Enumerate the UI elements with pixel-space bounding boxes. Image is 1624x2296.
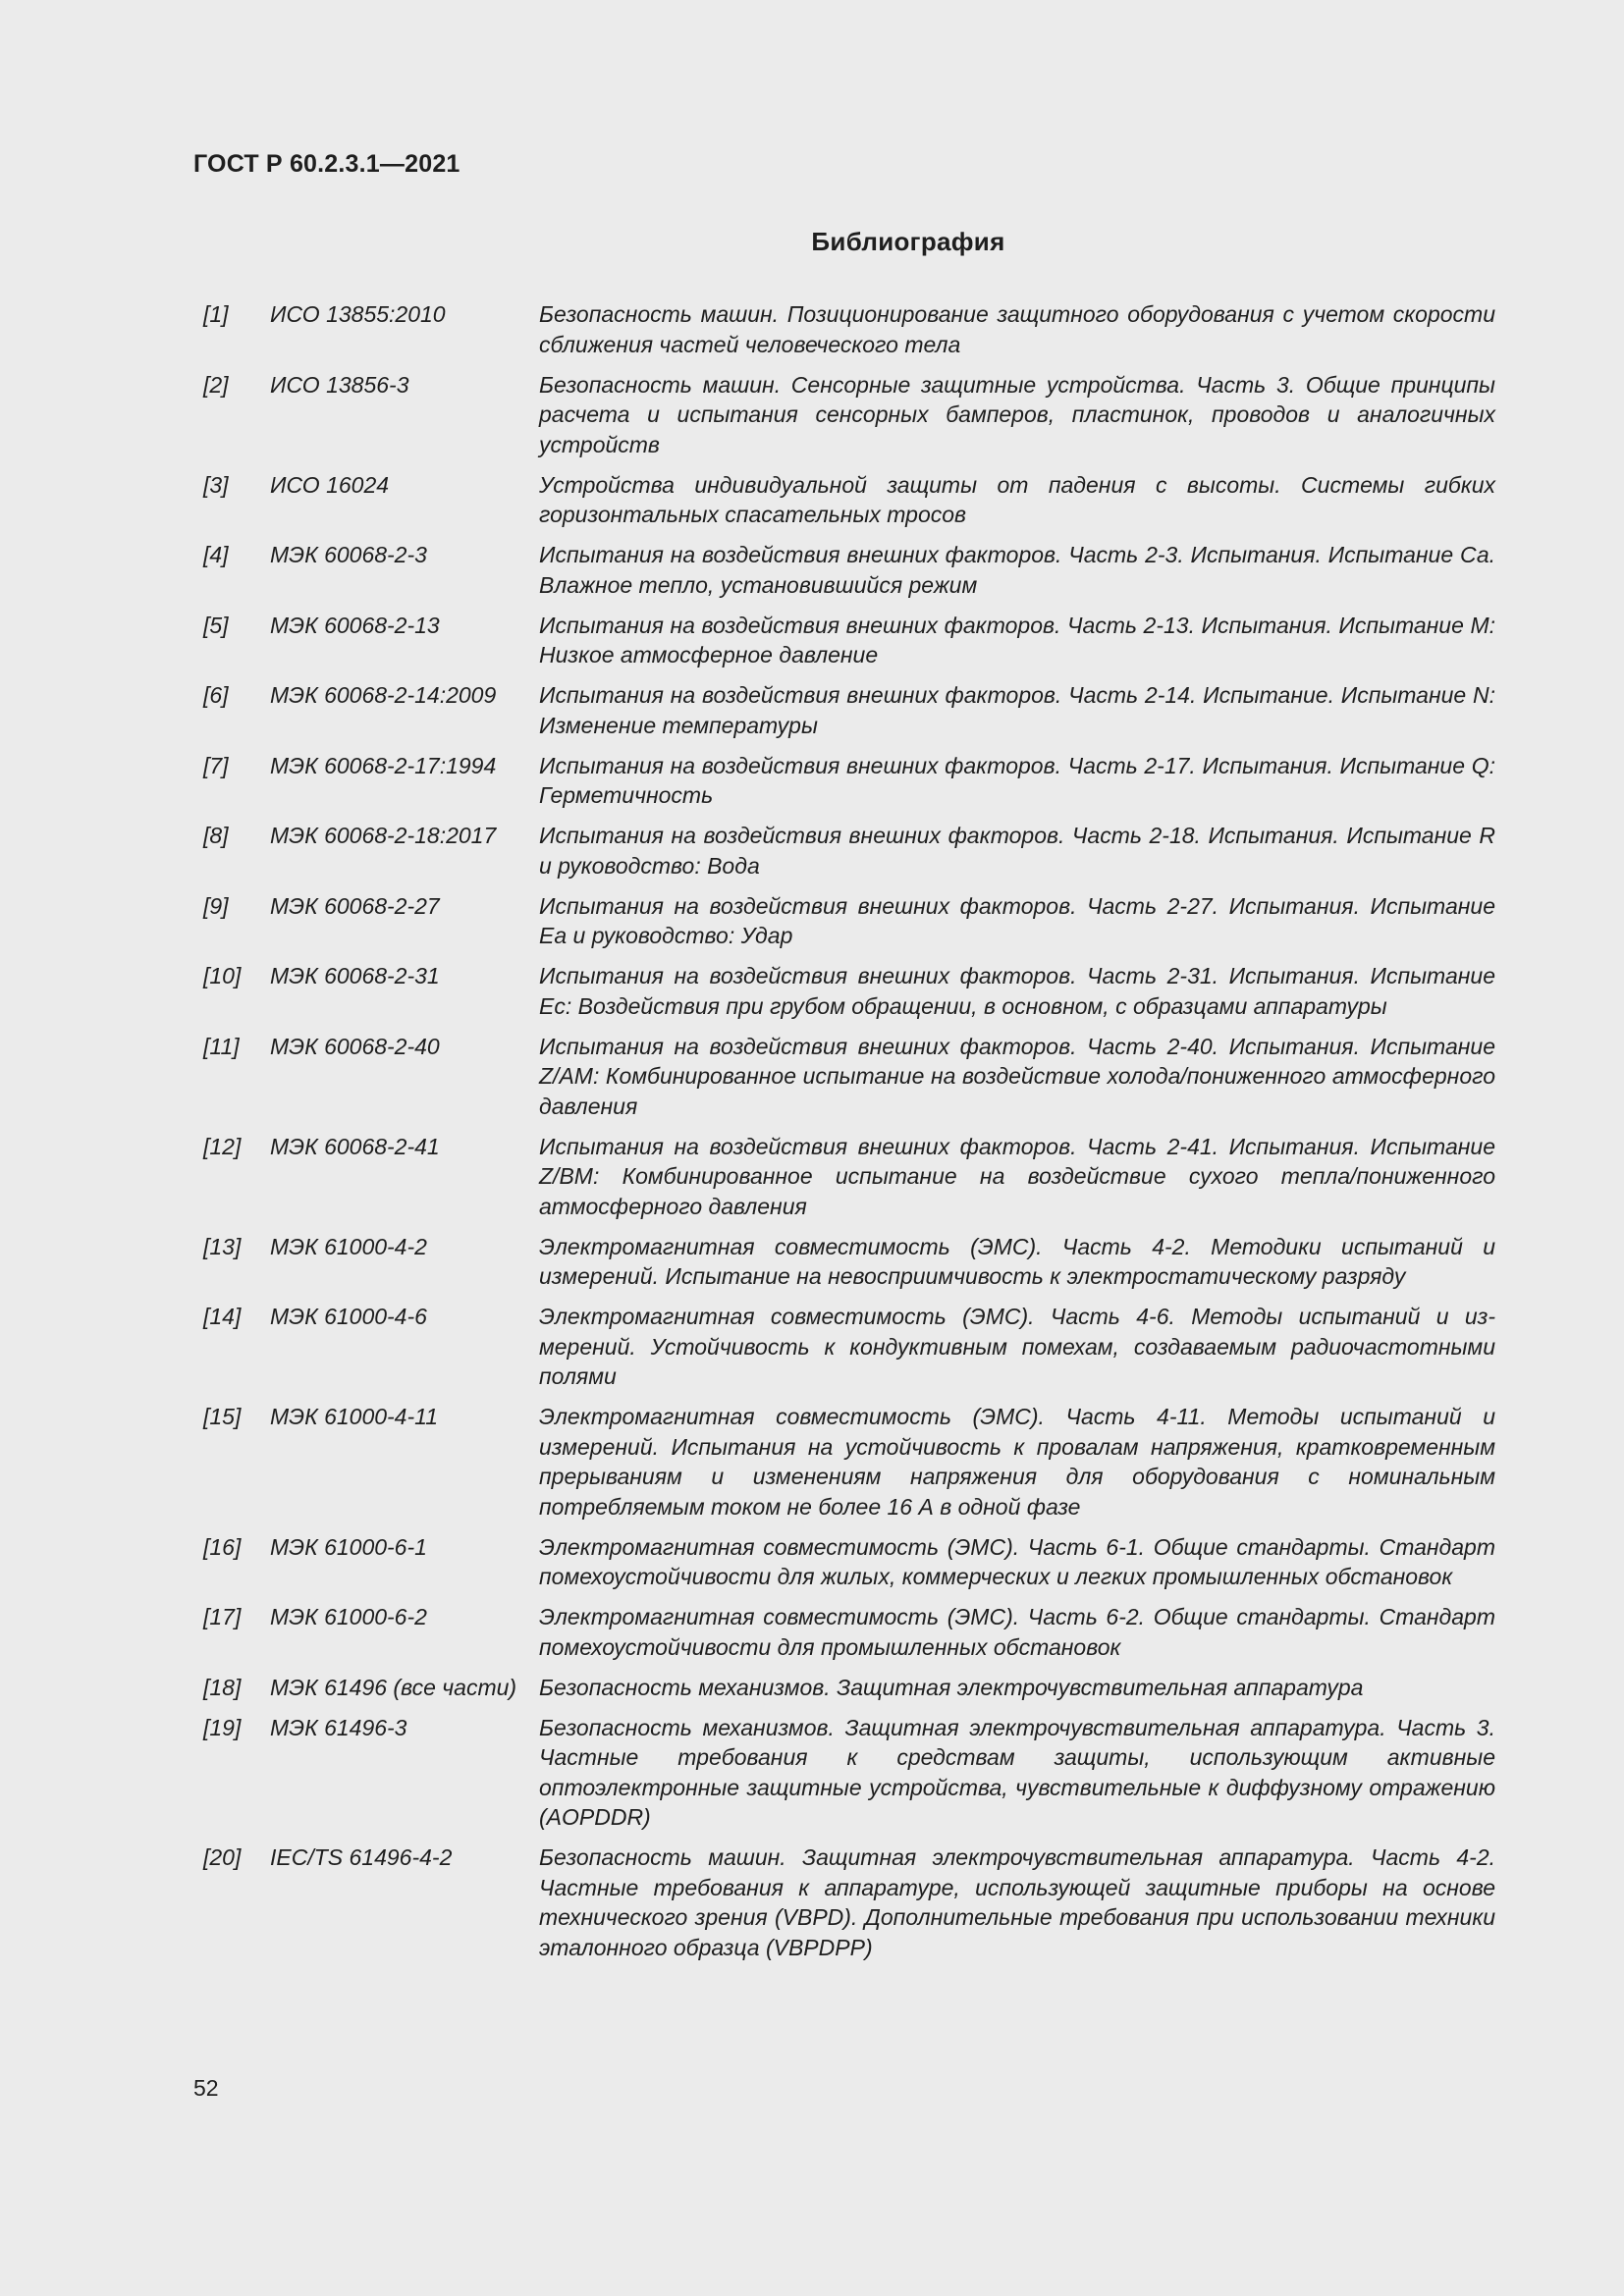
bibliography-entry [193, 891, 1495, 951]
bibliography-entry-code: МЭК 61000-6-1 [270, 1533, 427, 1560]
bibliography-entry-number: [20] [203, 1844, 242, 1870]
bibliography-entry-title: Испытания на воздействия внешних факторов. Часть 2-14. Испытание. Испытание N: Изменение температуры [539, 682, 1495, 738]
bibliography-entry [193, 299, 1495, 359]
bibliography-entry-number: [16] [203, 1533, 242, 1560]
bibliography-entry-title: Испытания на воздействия внешних факторов. Часть 2-31. Испытания. Испытание Ес: Воздействия при грубом обращении, в основном, с образцами аппаратуры [539, 963, 1495, 1019]
bibliography-entry-number: [19] [203, 1714, 242, 1740]
bibliography-entry-title: Испытания на воздействия внешних факторов. Часть 2-27. Испытания. Испытание Еа и руководство: Удар [539, 892, 1495, 948]
bibliography-entry-number: [11] [203, 1033, 240, 1059]
bibliography-entry-code: МЭК 60068-2-14:2009 [270, 682, 497, 708]
bibliography-entry-code: МЭК 60068-2-17:1994 [270, 752, 497, 778]
bibliography-entry-code: IEC/TS 61496-4-2 [270, 1844, 453, 1870]
bibliography-entry-title: Безопасность машин. Сенсорные защитные устройства. Часть 3. Общие принципы расчета и испытания сенсорных бамперов, пластинок, проводов и аналогичных устройств [539, 371, 1495, 457]
bibliography-entry-title: Испытания на воздействия внешних факторов. Часть 2-41. Испытания. Испытание Z/BM: Комбинированное испытание на воздействие сухого тепла/пониженного атмосферного давления [539, 1133, 1495, 1219]
bibliography-entry-number: [7] [203, 752, 229, 778]
bibliography-entry-title: Испытания на воздействия внешних факторов. Часть 2-18. Испытания. Испытание R и руководство: Вода [539, 823, 1495, 879]
bibliography-entry-title: Электромагнитная совместимость (ЭМС). Часть 4-6. Методы испытаний и измерений. Устойчивость к кондуктивным помехам, создаваемым радиочастотными полями [539, 1304, 1495, 1389]
bibliography-entry-code: МЭК 61000-4-11 [270, 1404, 439, 1429]
bibliography-entry-title: Испытания на воздействия внешних факторов. Часть 2-3. Испытания. Испытание Са. Влажное тепло, установившийся режим [539, 542, 1495, 598]
bibliography-entry [193, 1602, 1495, 1662]
bibliography-entry-title: Безопасность механизмов. Защитная электрочувствительная аппаратура [539, 1674, 1364, 1700]
bibliography-entry-code: МЭК 60068-2-40 [270, 1033, 440, 1059]
bibliography-entry [193, 1713, 1495, 1833]
bibliography-entry [193, 1032, 1495, 1122]
bibliography-entry-code: МЭК 61496 (все части) [270, 1674, 517, 1700]
bibliography-entry-number: [15] [203, 1404, 242, 1429]
bibliography-entry-title: Испытания на воздействия внешних факторов. Часть 2-13. Испытания. Испытание М: Низкое атмосферное давление [539, 612, 1495, 667]
bibliography-entry [193, 370, 1495, 460]
bibliography-entry-number: [1] [203, 301, 229, 327]
bibliography-entry-number: [13] [203, 1233, 242, 1259]
bibliography-entry-code: МЭК 60068-2-31 [270, 963, 440, 988]
bibliography-entry [193, 680, 1495, 740]
bibliography-entry-number: [8] [203, 823, 229, 848]
bibliography-entry-number: [3] [203, 471, 229, 498]
bibliography-entry-title: Электромагнитная совместимость (ЭМС). Часть 4-11. Методы испытаний и измерений. Испытания на устойчивость к провалам напряжения, кратковременным прерываниям и изменениям напряжения для оборудования с номинальным потребляемым током не более 16 А в одной фазе [539, 1404, 1495, 1520]
page-title: Библиография [811, 227, 1005, 256]
bibliography-entry [193, 1402, 1495, 1522]
bibliography-entry-title: Электромагнитная совместимость (ЭМС). Часть 6-2. Общие стандарты. Стандарт помехоустойчивости для промышленных обстановок [539, 1604, 1495, 1660]
bibliography-entry-number: [4] [203, 542, 229, 567]
bibliography-entry-code: МЭК 60068-2-41 [270, 1133, 440, 1159]
bibliography-entry [193, 961, 1495, 1021]
bibliography-entry-code: МЭК 60068-2-27 [270, 892, 440, 919]
bibliography-entry-title: Безопасность машин. Защитная электрочувствительная аппаратура. Часть 4-2. Частные требования к аппаратуре, использующей защитные приборы на основе технического зрения (VBPD). Дополнительные требования при использовании техники эталонного образца (VBPDPP) [539, 1844, 1495, 1960]
bibliography-entry-title: Испытания на воздействия внешних факторов. Часть 2-17. Испытания. Испытание Q: Герметичность [539, 752, 1495, 808]
bibliography-entry-number: [5] [203, 612, 229, 638]
bibliography-entry-number: [6] [203, 682, 229, 708]
bibliography-entry-code: ИСО 16024 [270, 471, 390, 498]
bibliography-entry-code: МЭК 60068-2-3 [270, 542, 427, 567]
bibliography-entry-code: МЭК 61000-6-2 [270, 1604, 427, 1629]
bibliography-entry-title: Безопасность машин. Позиционирование защитного оборудования с учетом скорости сближения частей человеческого тела [539, 301, 1495, 357]
bibliography-entry [193, 1132, 1495, 1222]
bibliography-entry [193, 821, 1495, 881]
bibliography-entry-number: [12] [203, 1133, 242, 1159]
bibliography-entry-code: МЭК 61000-4-2 [270, 1233, 427, 1259]
bibliography-entry-code: ИСО 13856-3 [270, 371, 409, 398]
bibliography-entry-number: [2] [203, 371, 229, 398]
bibliography-entry-title: Устройства индивидуальной защиты от падения с высоты. Системы гибких горизонтальных спасательных тросов [539, 471, 1495, 527]
bibliography-entry [193, 1302, 1495, 1392]
bibliography-entry [193, 1842, 1495, 1962]
bibliography-entry-code: МЭК 60068-2-13 [270, 612, 440, 638]
bibliography-entry-number: [17] [203, 1604, 242, 1629]
bibliography-entry [193, 1232, 1495, 1292]
bibliography-entry [193, 540, 1495, 600]
bibliography-entry [193, 1532, 1495, 1592]
bibliography-entry-title: Электромагнитная совместимость (ЭМС). Часть 4-2. Методики испытаний и измерений. Испытание на невосприимчивость к электростатическому разряду [539, 1233, 1495, 1289]
bibliography-entry [193, 1673, 1495, 1703]
bibliography-entry [193, 470, 1495, 530]
bibliography-list [193, 299, 1495, 1973]
bibliography-entry-code: ИСО 13855:2010 [270, 301, 446, 327]
bibliography-entry-title: Испытания на воздействия внешних факторов. Часть 2-40. Испытания. Испытание Z/AM: Комбинированное испытание на воздействие холода/пониженного атмосферного давления [539, 1033, 1495, 1119]
document-standard-id: ГОСТ Р 60.2.3.1—2021 [193, 150, 460, 178]
bibliography-entry-code: МЭК 60068-2-18:2017 [270, 823, 497, 848]
bibliography-entry-number: [10] [203, 963, 242, 988]
bibliography-entry-code: МЭК 61000-4-6 [270, 1304, 427, 1329]
bibliography-entry-number: [14] [203, 1304, 242, 1329]
bibliography-entry [193, 611, 1495, 670]
bibliography-entry-number: [18] [203, 1674, 242, 1700]
bibliography-entry-title: Безопасность механизмов. Защитная электрочувствительная аппаратура. Часть 3. Частные требования к средствам защиты, использующим активные оптоэлектронные защитные устройства, чувствительные к диффузному отражению (AOPDDR) [539, 1714, 1495, 1830]
bibliography-entry-code: МЭК 61496-3 [270, 1714, 407, 1740]
bibliography-entry [193, 751, 1495, 811]
bibliography-entry-number: [9] [203, 892, 229, 919]
page-number: 52 [193, 2075, 219, 2101]
bibliography-entry-title: Электромагнитная совместимость (ЭМС). Часть 6-1. Общие стандарты. Стандарт помехоустойчивости для жилых, коммерческих и легких промышленных обстановок [539, 1533, 1495, 1589]
